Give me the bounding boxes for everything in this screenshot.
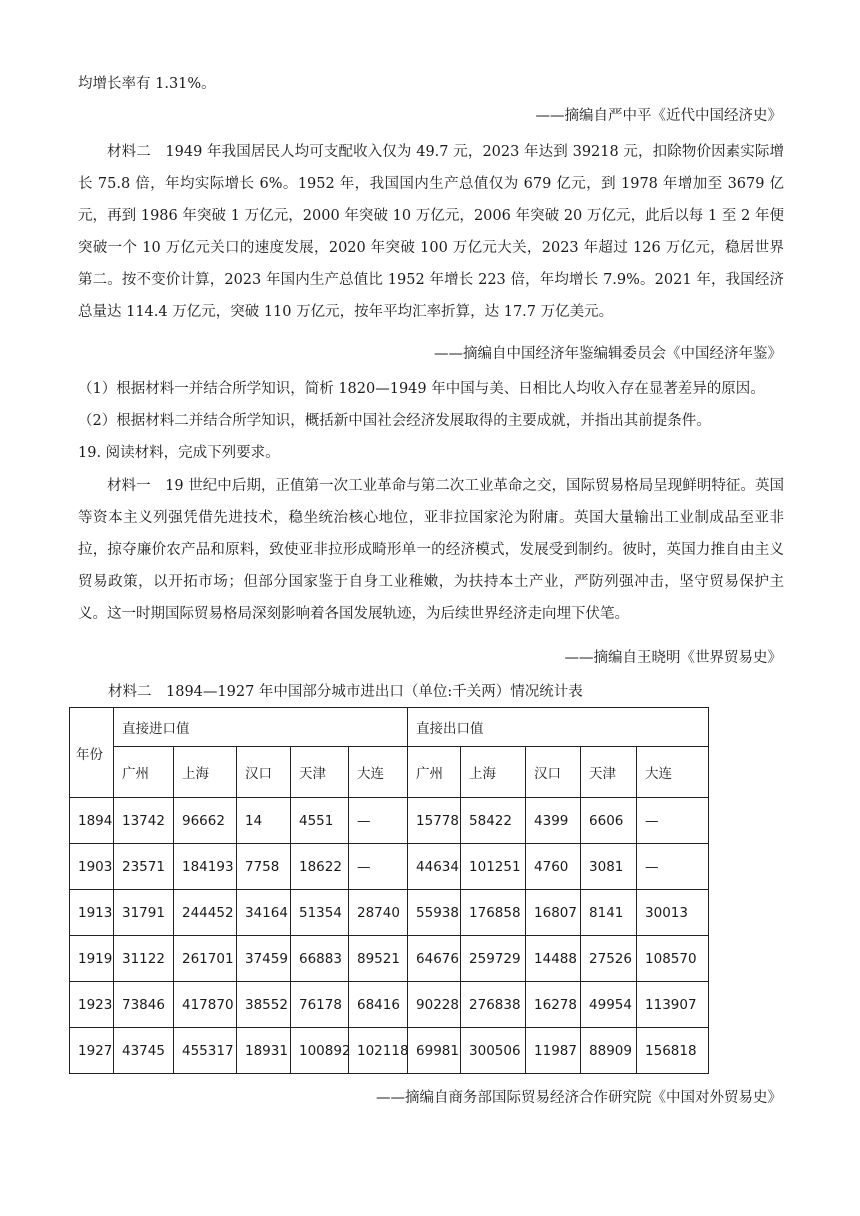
- import-value-cell: 28740: [349, 890, 408, 936]
- import-value-cell: 76178: [291, 982, 349, 1028]
- export-header: 直接出口值: [408, 708, 709, 747]
- source-citation-1: ——摘编自严中平《近代中国经济史》: [535, 108, 782, 124]
- export-value-cell: 16278: [526, 982, 581, 1028]
- export-value-cell: 101251: [461, 844, 526, 890]
- export-value-cell: 8141: [581, 890, 637, 936]
- year-cell: 1927: [70, 1028, 114, 1074]
- import-value-cell: 261701: [174, 936, 237, 982]
- import-value-cell: 89521: [349, 936, 408, 982]
- city-header: 上海: [174, 747, 237, 798]
- export-value-cell: 4399: [526, 798, 581, 844]
- export-value-cell: 6606: [581, 798, 637, 844]
- export-value-cell: 259729: [461, 936, 526, 982]
- import-value-cell: 100892: [291, 1028, 349, 1074]
- import-value-cell: 455317: [174, 1028, 237, 1074]
- export-value-cell: 3081: [581, 844, 637, 890]
- import-value-cell: 102118: [349, 1028, 408, 1074]
- city-header: 汉口: [526, 747, 581, 798]
- source-citation-4: ——摘编自商务部国际贸易经济合作研究院《中国对外贸易史》: [376, 1090, 782, 1106]
- import-value-cell: 18931: [237, 1028, 291, 1074]
- import-value-cell: 68416: [349, 982, 408, 1028]
- import-value-cell: 13742: [114, 798, 174, 844]
- import-header: 直接进口值: [114, 708, 408, 747]
- export-value-cell: 276838: [461, 982, 526, 1028]
- table-caption: 材料二 1894—1927 年中国部分城市进出口（单位:千关两）情况统计表: [108, 684, 583, 700]
- question-19-title: 19. 阅读材料，完成下列要求。: [78, 445, 280, 461]
- export-value-cell: 58422: [461, 798, 526, 844]
- import-value-cell: 18622: [291, 844, 349, 890]
- import-value-cell: —: [349, 844, 408, 890]
- city-header: 大连: [349, 747, 408, 798]
- import-value-cell: —: [349, 798, 408, 844]
- import-value-cell: 51354: [291, 890, 349, 936]
- import-value-cell: 14: [237, 798, 291, 844]
- year-cell: 1923: [70, 982, 114, 1028]
- city-header: 广州: [408, 747, 461, 798]
- source-citation-3: ——摘编自王晓明《世界贸易史》: [564, 650, 782, 666]
- trade-statistics-table: [69, 707, 709, 1074]
- table-row: [70, 890, 709, 936]
- import-value-cell: 184193: [174, 844, 237, 890]
- question-1: （1）根据材料一并结合所学知识，简析 1820—1949 年中国与美、日相比人均收入存在显著差异的原因。: [78, 381, 765, 397]
- year-cell: 1903: [70, 844, 114, 890]
- import-value-cell: 7758: [237, 844, 291, 890]
- year-cell: 1919: [70, 936, 114, 982]
- material2-text: 材料二 1949 年我国居民人均可支配收入仅为 49.7 元，2023 年达到 39218 元，扣除物价因素实际增长 75.8 倍，年均实际增长 6%。1952 年，我国国内生产总值仅为 679 亿元，到 1978 年增加至 3679 亿元，再到 1986 年突破 1 万亿元，2000 年突破 10 万亿元，2006 年突破 20 万亿元，此后以每 1 至 2 年便突破一个 10 万亿元关口的速度发展，2020 年突破 100 万亿元大关，2023 年超过 126 万亿元，稳居世界第二。按不变价计算，2023 年国内生产总值比 1952 年增长 223 倍，年均增长 7.9%。2021 年，我国经济总量达 114.4 万亿元，突破 110 万亿元，按年平均汇率折算，达 17.7 万亿美元。: [78, 144, 784, 320]
- city-header: 天津: [291, 747, 349, 798]
- import-value-cell: 96662: [174, 798, 237, 844]
- import-value-cell: 38552: [237, 982, 291, 1028]
- table-body: [70, 798, 709, 1074]
- table-row: [70, 844, 709, 890]
- export-value-cell: 55938: [408, 890, 461, 936]
- import-value-cell: 37459: [237, 936, 291, 982]
- export-value-cell: 176858: [461, 890, 526, 936]
- q19-material1-text: 材料一 19 世纪中后期，正值第一次工业革命与第二次工业革命之交，国际贸易格局呈现鲜明特征。英国等资本主义列强凭借先进技术，稳坐统治核心地位，亚非拉国家沦为附庸。英国大量输出工业制成品至亚非拉，掠夺廉价农产品和原料，致使亚非拉形成畸形单一的经济模式，发展受到制约。彼时，英国力推自由主义贸易政策，以开拓市场；但部分国家鉴于自身工业稚嫩，为扶持本土产业，严防列强冲击，坚守贸易保护主义。这一时期国际贸易格局深刻影响着各国发展轨迹，为后续世界经济走向埋下伏笔。: [78, 478, 784, 622]
- export-value-cell: 11987: [526, 1028, 581, 1074]
- import-value-cell: 417870: [174, 982, 237, 1028]
- city-header: 汉口: [237, 747, 291, 798]
- export-value-cell: 156818: [637, 1028, 709, 1074]
- export-value-cell: 64676: [408, 936, 461, 982]
- import-value-cell: 43745: [114, 1028, 174, 1074]
- export-value-cell: 4760: [526, 844, 581, 890]
- table-row: [70, 936, 709, 982]
- export-value-cell: 30013: [637, 890, 709, 936]
- year-header: 年份: [70, 708, 114, 798]
- year-cell: 1894: [70, 798, 114, 844]
- import-value-cell: 34164: [237, 890, 291, 936]
- export-value-cell: 44634: [408, 844, 461, 890]
- export-value-cell: —: [637, 844, 709, 890]
- source-citation-2: ——摘编自中国经济年鉴编辑委员会《中国经济年鉴》: [434, 346, 782, 362]
- export-value-cell: 90228: [408, 982, 461, 1028]
- export-value-cell: 15778: [408, 798, 461, 844]
- import-value-cell: 73846: [114, 982, 174, 1028]
- export-value-cell: 108570: [637, 936, 709, 982]
- export-value-cell: 14488: [526, 936, 581, 982]
- export-value-cell: 88909: [581, 1028, 637, 1074]
- table-row: [70, 1028, 709, 1074]
- city-header: 天津: [581, 747, 637, 798]
- material1-tail-text: 均增长率有 1.31%。: [78, 76, 216, 92]
- import-value-cell: 244452: [174, 890, 237, 936]
- import-value-cell: 66883: [291, 936, 349, 982]
- import-value-cell: 31791: [114, 890, 174, 936]
- question-2: （2）根据材料二并结合所学知识，概括新中国社会经济发展取得的主要成就，并指出其前提条件。: [78, 413, 711, 429]
- export-value-cell: 27526: [581, 936, 637, 982]
- export-value-cell: 16807: [526, 890, 581, 936]
- export-value-cell: —: [637, 798, 709, 844]
- export-value-cell: 113907: [637, 982, 709, 1028]
- city-header: 广州: [114, 747, 174, 798]
- city-header: 上海: [461, 747, 526, 798]
- city-header: 大连: [637, 747, 709, 798]
- table-row: [70, 798, 709, 844]
- export-value-cell: 49954: [581, 982, 637, 1028]
- import-value-cell: 23571: [114, 844, 174, 890]
- year-cell: 1913: [70, 890, 114, 936]
- table-row: [70, 982, 709, 1028]
- export-value-cell: 300506: [461, 1028, 526, 1074]
- export-value-cell: 69981: [408, 1028, 461, 1074]
- import-value-cell: 4551: [291, 798, 349, 844]
- import-value-cell: 31122: [114, 936, 174, 982]
